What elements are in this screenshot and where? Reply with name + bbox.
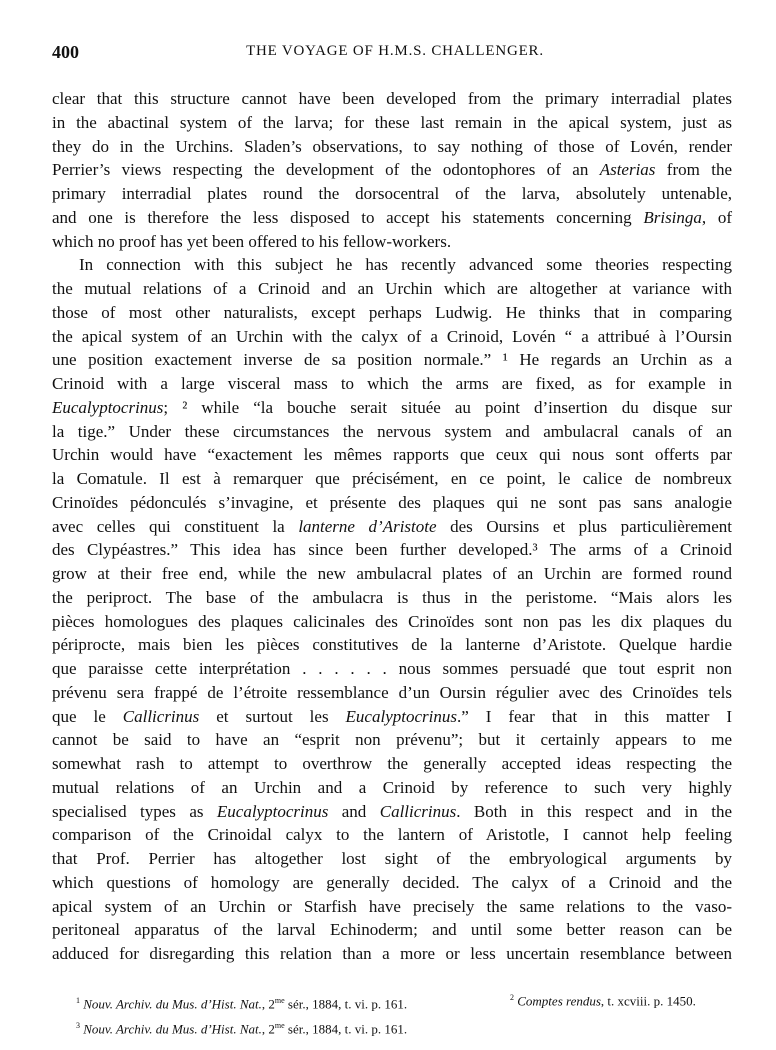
footnote-source: Nouv. Archiv. du Mus. d’Hist. Nat. [83, 996, 262, 1012]
body-text [52, 87, 732, 966]
text-segment: specialised types as [52, 801, 217, 821]
text-line [52, 586, 732, 610]
text-line [52, 277, 732, 301]
footnote-mark: 1 [76, 996, 80, 1005]
text-segment: que le [52, 706, 123, 726]
footnote-series-sup: me [274, 996, 285, 1005]
text-segment: des Clypéastres.” This idea has since been further developed.³ The arms of a Crinoid [52, 540, 732, 560]
text-line [52, 396, 732, 420]
text-line [52, 158, 732, 182]
footnote-1: $^1$ Nouv. Archiv. du Mus. d’Hist. Nat., $2^{me}$ sér., 1884, t. vi. p. 161. [76, 996, 408, 1012]
footnote-series: 2 [268, 996, 275, 1012]
text-segment: des Oursins et plus particulièrement [436, 516, 732, 536]
text-line [52, 372, 732, 396]
text-segment: une position exactement inverse de sa position normale.” ¹ He regards an Urchin as a [52, 350, 732, 370]
italic-term: Brisinga [643, 207, 702, 227]
text-segment: pièces homologues des plaques calicinales des Crinoïdes sont non pas les dix plaques du [52, 611, 732, 631]
text-segment: primary interradial plates round the dorsocentral of the larva, absolutely untenable, [52, 184, 732, 203]
text-segment: Crinoïdes pédonculés s’invagine, et présente des plaques qui ne sont pas sans analogie [52, 492, 732, 512]
text-segment: they do in the Urchins. Sladen’s observations, to say nothing of those of Lovén, render [52, 136, 732, 156]
footnote-2 [510, 993, 696, 1009]
text-segment: .” I fear that in this matter I [456, 706, 732, 726]
italic-term: Callicrinus [379, 801, 457, 821]
text-segment: in the abactinal system of the larva; for these last remain in the apical system, just as [52, 112, 732, 132]
text-segment: Perrier’s views respecting the development of the odontophores of an [52, 160, 600, 180]
text-segment: apical system of an Urchin or Starfish have precisely the same relations to the vaso- [52, 896, 732, 916]
text-line [52, 562, 732, 586]
footnote-ref: , t. xcviii. p. 1450. [600, 993, 696, 1009]
italic-term: Eucalyptocrinus [345, 706, 457, 726]
text-segment: que paraisse cette interprétation . . . . . . nous sommes persuadé que tout esprit non [52, 659, 732, 678]
text-line [52, 230, 732, 254]
footnote-series-sup: me [274, 1021, 285, 1030]
text-line [52, 918, 732, 942]
text-segment: . Both in this respect and in the [456, 801, 732, 821]
text-line [52, 87, 732, 111]
footnote-ref: sér., 1884, t. vi. p. 161. [284, 996, 408, 1012]
page-number: 400 [52, 42, 79, 62]
text-line [52, 871, 732, 895]
text-line [52, 467, 732, 491]
footnote-source: Nouv. Archiv. du Mus. d’Hist. Nat. [83, 1021, 262, 1037]
text-segment: Urchin would have “exactement les mêmes rapports que ceux qui nous sont offerts par [52, 445, 732, 465]
text-line [52, 325, 732, 349]
text-line [52, 895, 732, 919]
text-line [52, 135, 732, 159]
text-line [52, 348, 732, 372]
italic-term: Asterias [599, 160, 656, 180]
footnote-ref: sér., 1884, t. vi. p. 161. [284, 1021, 408, 1037]
text-segment: , of [701, 207, 732, 227]
text-segment: clear that this structure cannot have been developed from the primary interradial plates [52, 89, 732, 108]
text-segment: la tige.” Under these circumstances the nervous system and ambulacral canals of an [52, 421, 732, 441]
text-line [52, 633, 732, 657]
italic-term: lanterne d’Aristote [298, 516, 437, 536]
text-line [52, 776, 732, 800]
text-segment: comparison of the Crinoidal calyx to the lantern of Aristotle, I cannot help feeling [52, 825, 732, 845]
text-segment: peritoneal apparatus of the larval Echinoderm; and until some better reason can be [52, 920, 732, 940]
footnote-series: 2 [268, 1021, 275, 1037]
text-line [52, 253, 732, 277]
text-segment: the periproct. The base of the ambulacra is thus in the peristome. “Mais alors les [52, 587, 732, 607]
text-line [52, 443, 732, 467]
text-line [52, 847, 732, 871]
text-line [52, 657, 732, 681]
footnote-mark: 2 [510, 993, 514, 1002]
text-line [52, 301, 732, 325]
footnote-source: Comptes rendus [517, 993, 601, 1009]
text-segment: avec celles qui constituent la [52, 516, 299, 536]
text-line [52, 206, 732, 230]
running-title: THE VOYAGE OF H.M.S. CHALLENGER. [246, 43, 544, 59]
text-segment: grow at their free end, while the new ambulacral plates of an Urchin are formed round [52, 564, 732, 583]
text-segment: those of most other naturalists, except perhaps Ludwig. He thinks that in comparing [52, 302, 732, 322]
text-line [52, 515, 732, 539]
italic-term: Callicrinus [122, 706, 200, 726]
text-segment: which questions of homology are generally decided. The calyx of a Crinoid and the [52, 872, 732, 892]
footnote-mark: 3 [76, 1021, 80, 1030]
text-segment: mutual relations of an Urchin and a Crinoid by reference to such very highly [52, 777, 732, 797]
text-line [52, 420, 732, 444]
text-segment: Crinoid with a large visceral mass to which the arms are fixed, as for example in [52, 374, 732, 393]
text-segment: from the [655, 160, 732, 180]
text-line [52, 182, 732, 206]
text-line [52, 823, 732, 847]
text-segment: et surtout les [199, 706, 346, 726]
text-line [52, 111, 732, 135]
text-line [52, 491, 732, 515]
text-line [52, 538, 732, 562]
text-segment: and [328, 801, 380, 821]
italic-term: Eucalyptocrinus [52, 397, 164, 417]
text-line [52, 728, 732, 752]
text-segment: that Prof. Perrier has altogether lost sight of the embryological arguments by [52, 849, 732, 868]
footnote-3: $^3$ Nouv. Archiv. du Mus. d’Hist. Nat., $2^{me}$ sér., 1884, t. vi. p. 161. [76, 1021, 408, 1037]
text-segment: In connection with this subject he has recently advanced some theories respecting [79, 255, 732, 275]
text-line [52, 800, 732, 824]
text-segment: which no proof has yet been offered to his fellow-workers. [52, 231, 452, 251]
text-line [52, 942, 732, 966]
text-segment: périprocte, mais bien les pièces constitutives de la lanterne d’Aristote. Quelque hardie [52, 635, 732, 655]
text-line [52, 752, 732, 776]
text-line [52, 681, 732, 705]
text-line [52, 610, 732, 634]
text-segment: the apical system of an Urchin with the calyx of a Crinoid, Lovén “ a attribué à l’Oursin [52, 326, 732, 346]
text-segment: prévenu sera frappé de l’étroite ressemblance d’un Oursin régulier avec des Crinoïdes tels [52, 682, 732, 702]
text-segment: cannot be said to have an “esprit non prévenu”; but it certainly appears to me [52, 730, 732, 750]
text-segment: ; ² while “la bouche serait située au point d’insertion du disque sur [163, 397, 732, 417]
text-segment: somewhat rash to attempt to overthrow the generally accepted ideas respecting the [52, 754, 732, 773]
italic-term: Eucalyptocrinus [216, 801, 329, 821]
text-line [52, 705, 732, 729]
text-segment: adduced for disregarding this relation than a more or less uncertain resemblance between [52, 944, 732, 963]
text-segment: la Comatule. Il est à remarquer que précisément, en ce point, le calice de nombreux [52, 469, 732, 488]
text-segment: the mutual relations of a Crinoid and an Urchin which are altogether at variance with [52, 279, 732, 298]
text-segment: and one is therefore the less disposed to accept his statements concerning [52, 207, 644, 227]
